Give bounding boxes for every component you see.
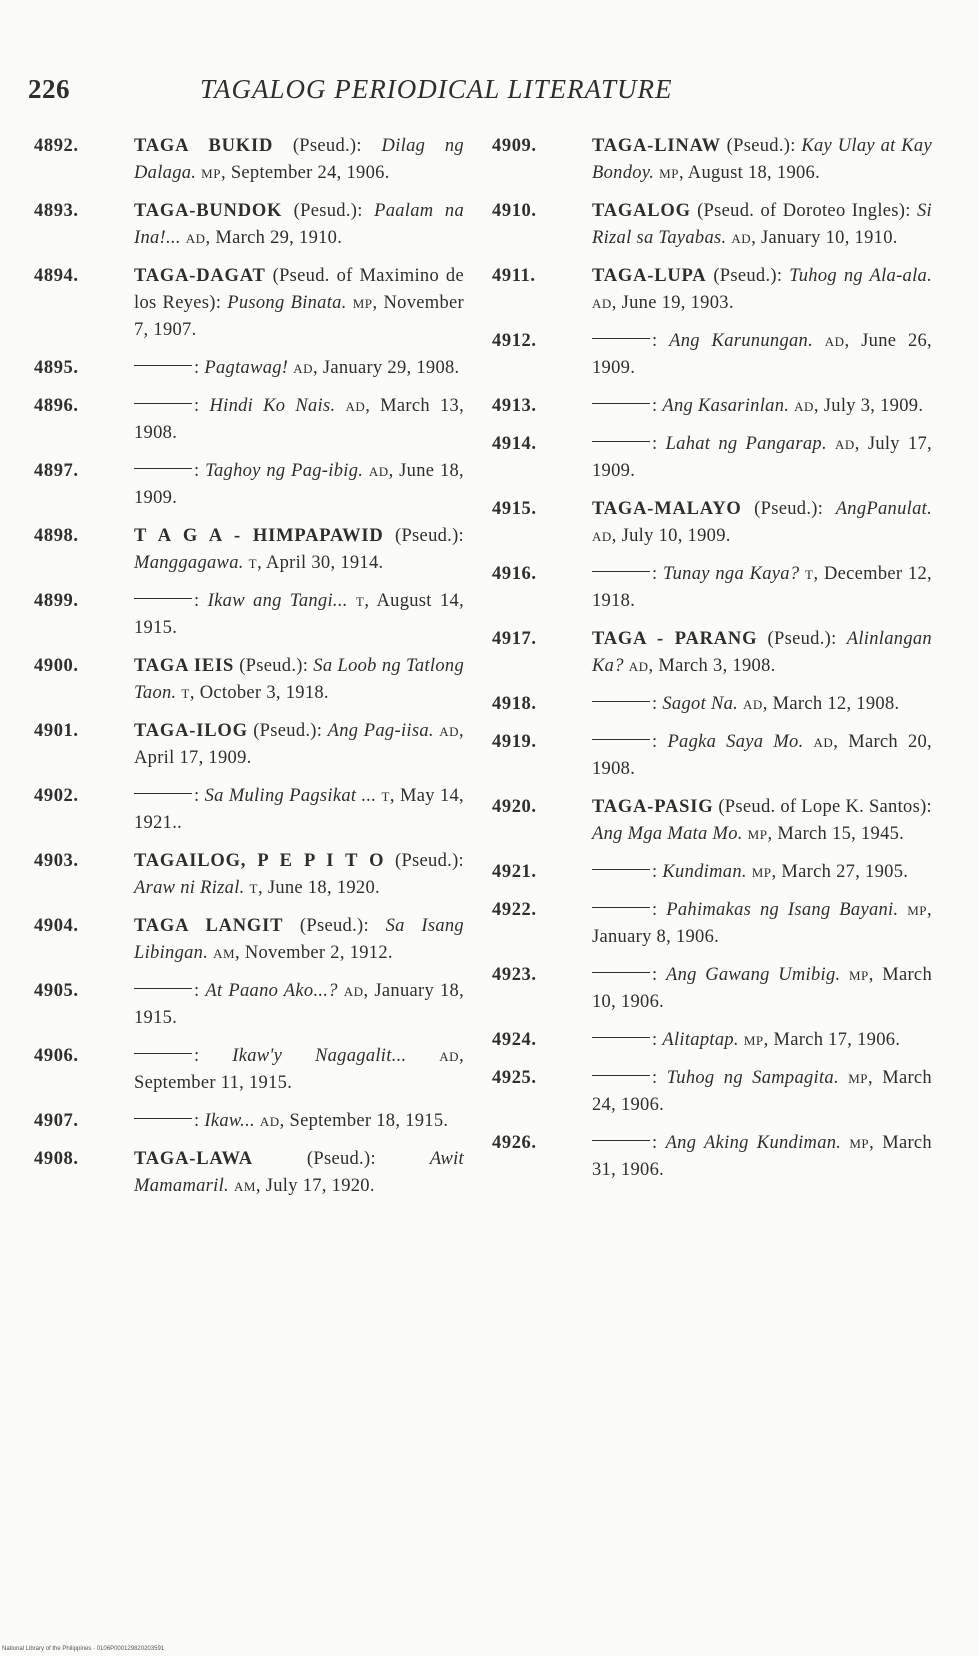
entry-title: Pagka Saya Mo. (667, 732, 804, 752)
entry-date: , November 7, 1907. (134, 293, 464, 340)
entry-source: AD (743, 697, 763, 712)
entry-title: Kundiman. (662, 862, 747, 882)
entry-author: TAGA-MALAYO (592, 499, 742, 519)
entry-number: 4909. (492, 136, 537, 156)
entry-note: : (652, 331, 670, 351)
ditto-dash (592, 739, 650, 740)
entry-note: : (194, 1111, 205, 1131)
entry-number: 4914. (492, 434, 537, 454)
entry-note: : (652, 862, 663, 882)
entry-number: 4919. (492, 732, 537, 752)
entry-note: (Pseud.): (757, 629, 847, 649)
entry-number: 4913. (492, 396, 537, 416)
entry-source: AD (794, 399, 814, 414)
entry-date: , January 8, 1906. (592, 900, 932, 947)
entry-number: 4912. (492, 331, 537, 351)
entry-number: 4903. (34, 851, 79, 871)
entry-source: AD (439, 1049, 460, 1064)
bibliography-entry (492, 794, 932, 848)
entry-source: AD (293, 361, 313, 376)
bibliography-entry (34, 133, 464, 187)
entry-author: TAGALOG (592, 201, 691, 221)
entry-date: , July 10, 1909. (611, 526, 731, 546)
entry-source: MP (751, 865, 772, 880)
entry-note: : (652, 1068, 667, 1088)
entry-date: , March 27, 1905. (771, 862, 909, 882)
bibliography-entry (492, 729, 932, 783)
bibliography-entry (34, 1146, 464, 1200)
entry-date: , April 30, 1914. (257, 553, 384, 573)
ditto-dash (134, 793, 192, 794)
bibliography-entry (34, 913, 464, 967)
entry-date: , August 14, 1915. (134, 591, 464, 638)
entry-number: 4906. (34, 1046, 79, 1066)
entry-title: Ang Mga Mata Mo. (592, 824, 743, 844)
entry-title: Alinlangan Ka? (592, 629, 932, 676)
entry-source: AD (835, 437, 855, 452)
entry-note: : (652, 732, 668, 752)
entry-title: Ang Kasarinlan. (662, 396, 790, 416)
entry-author: TAGA-BUNDOK (134, 201, 283, 221)
entry-title: Tunay nga Kaya? (663, 564, 800, 584)
bibliography-entry (34, 198, 464, 252)
bibliography-entry (34, 355, 464, 382)
ditto-dash (592, 338, 650, 339)
entry-source: AD (628, 659, 649, 674)
entry-title: Ang Pag-iisa. (327, 721, 434, 741)
ditto-dash (134, 403, 192, 404)
entry-source: MP (848, 968, 869, 983)
entry-title: Manggagawa. (134, 553, 244, 573)
bibliography-entry (492, 133, 932, 187)
entry-source: T (248, 556, 258, 571)
bibliography-entry (492, 691, 932, 718)
entry-number: 4915. (492, 499, 537, 519)
entry-note: : (652, 1133, 666, 1153)
entry-note: (Pesud.): (282, 201, 375, 221)
entry-note: (Pseud. of Lope K. Santos): (713, 797, 932, 817)
entry-number: 4893. (34, 201, 79, 221)
entry-number: 4895. (34, 358, 79, 378)
bibliography-entry (492, 1130, 932, 1184)
entry-source: MP (907, 903, 928, 918)
entry-number: 4925. (492, 1068, 537, 1088)
entry-author: TAGA IEIS (134, 656, 235, 676)
entry-title: Sa Isang Libingan. (134, 916, 464, 963)
bibliography-entry (34, 653, 464, 707)
entry-number: 4894. (34, 266, 79, 286)
entry-title: At Paano Ako...? (205, 981, 338, 1001)
bibliography-entry (34, 848, 464, 902)
entry-title: Dilag ng Dalaga. (134, 136, 464, 183)
bibliography-entry (34, 458, 464, 512)
entry-note: (Pseud.): (384, 851, 464, 871)
bibliography-entry (492, 859, 932, 886)
entry-note: : (652, 694, 663, 714)
ditto-dash (592, 907, 650, 908)
entry-date: , June 19, 1903. (611, 293, 734, 313)
entry-note: (Pseud.): (247, 721, 328, 741)
entry-source: AD (439, 724, 460, 739)
entry-source: AD (343, 984, 364, 999)
entry-date: , July 17, 1909. (592, 434, 932, 481)
entry-date: , May 14, 1921.. (134, 786, 464, 833)
entry-note: : (652, 396, 663, 416)
entry-source: AD (185, 231, 206, 246)
entry-number: 4902. (34, 786, 79, 806)
ditto-dash (592, 1037, 650, 1038)
entry-number: 4896. (34, 396, 79, 416)
entry-author: TAGA BUKID (134, 136, 274, 156)
right-column (492, 133, 932, 1195)
entry-date: , April 17, 1909. (134, 721, 464, 768)
entry-note: : (194, 358, 205, 378)
entry-note: : (652, 900, 667, 920)
entry-note: : (194, 591, 208, 611)
entry-title: Pusong Binata. (227, 293, 347, 313)
entry-title: Tuhog ng Ala-ala. (789, 266, 932, 286)
entry-source: MP (849, 1136, 870, 1151)
entry-date: , July 3, 1909. (813, 396, 924, 416)
entry-source: T (181, 686, 190, 701)
entry-note: : (194, 1046, 233, 1066)
ditto-dash (592, 701, 650, 702)
ditto-dash (592, 869, 650, 870)
entry-date: , October 3, 1918. (189, 683, 329, 703)
ditto-dash (134, 1053, 192, 1054)
entry-number: 4911. (492, 266, 536, 286)
entry-note: : (652, 564, 664, 584)
bibliography-entry (34, 523, 464, 577)
entry-number: 4892. (34, 136, 79, 156)
entry-title: Pahimakas ng Isang Bayani. (666, 900, 899, 920)
entry-title: Pagtawag! (204, 358, 289, 378)
entry-source: AD (592, 296, 612, 311)
entry-author: TAGA-DAGAT (134, 266, 266, 286)
ditto-dash (592, 972, 650, 973)
entry-date: , January 18, 1915. (134, 981, 464, 1028)
entry-source: AD (259, 1114, 280, 1129)
ditto-dash (592, 1075, 650, 1076)
entry-title: Hindi Ko Nais. (209, 396, 336, 416)
entry-date: , March 3, 1908. (648, 656, 776, 676)
entry-note: (Pseud.): (283, 916, 386, 936)
entry-date: , June 18, 1909. (134, 461, 464, 508)
bibliography-entry (34, 783, 464, 837)
entry-note: (Pseud. of Doroteo Ingles): (690, 201, 917, 221)
entry-title: Sa Muling Pagsikat ... (204, 786, 377, 806)
entry-number: 4924. (492, 1030, 537, 1050)
entry-title: Sa Loob ng Tatlong Taon. (134, 656, 464, 703)
entry-note: (Pseud.): (234, 656, 314, 676)
ditto-dash (134, 365, 192, 366)
entry-date: , January 29, 1908. (312, 358, 460, 378)
entry-note: : (194, 461, 206, 481)
page-number: 226 (28, 74, 70, 104)
entry-note: (Pseud.): (720, 136, 802, 156)
bibliography-entry (492, 431, 932, 485)
bibliography-entry (492, 561, 932, 615)
entry-number: 4904. (34, 916, 79, 936)
bibliography-entry (34, 1043, 464, 1097)
entry-title: Taghoy ng Pag-ibig. (205, 461, 364, 481)
entry-author: TAGA-LAWA (134, 1149, 253, 1169)
entry-author: TAGA LANGIT (134, 916, 284, 936)
entry-title: Kay Ulay at Kay Bondoy. (592, 136, 932, 183)
entry-number: 4905. (34, 981, 79, 1001)
bibliography-entry (34, 393, 464, 447)
ditto-dash (134, 1118, 192, 1119)
entry-number: 4916. (492, 564, 537, 584)
entry-title: AngPanulat. (835, 499, 932, 519)
entry-date: , December 12, 1918. (592, 564, 932, 611)
entry-note: (Pseud.): (252, 1149, 430, 1169)
entry-author: TAGA-PASIG (592, 797, 714, 817)
entry-source: T (249, 881, 258, 896)
bibliography-entry (492, 962, 932, 1016)
entry-source: AD (368, 464, 389, 479)
entry-number: 4901. (34, 721, 79, 741)
entry-note: : (194, 396, 210, 416)
entry-number: 4908. (34, 1149, 79, 1169)
entry-source: MP (659, 166, 679, 181)
entry-source: T (381, 789, 390, 804)
entry-source: MP (743, 1033, 764, 1048)
entry-number: 4917. (492, 629, 537, 649)
bibliography-entry (34, 718, 464, 772)
entry-note: (Pseud.): (273, 136, 382, 156)
bibliography-entry (492, 328, 932, 382)
entry-title: Ang Karunungan. (669, 331, 814, 351)
ditto-dash (592, 1140, 650, 1141)
entry-title: Alitaptap. (662, 1030, 739, 1050)
entry-source: MP (201, 166, 221, 181)
entry-note: : (652, 434, 666, 454)
entry-author: TAGA - PARANG (592, 629, 758, 649)
entry-source: AD (592, 529, 612, 544)
ditto-dash (134, 598, 192, 599)
entry-date: , June 18, 1920. (257, 878, 380, 898)
entry-note: (Pseud.): (741, 499, 836, 519)
entry-date: , March 13, 1908. (134, 396, 464, 443)
entry-date: , March 29, 1910. (205, 228, 343, 248)
entry-number: 4910. (492, 201, 537, 221)
entry-title: Lahat ng Pangarap. (665, 434, 827, 454)
entry-number: 4897. (34, 461, 79, 481)
entry-note: : (652, 1030, 663, 1050)
left-column (34, 133, 464, 1211)
bibliography-entry (34, 263, 464, 344)
entry-source: MP (848, 1071, 868, 1086)
entry-date: , March 24, 1906. (592, 1068, 932, 1115)
entry-date: , September 24, 1906. (220, 163, 390, 183)
bibliography-entry (492, 1027, 932, 1054)
entry-author: TAGA-LUPA (592, 266, 707, 286)
ditto-dash (592, 403, 650, 404)
entry-date: , September 11, 1915. (134, 1046, 464, 1093)
entry-date: , August 18, 1906. (678, 163, 821, 183)
entry-title: Tuhog ng Sampagita. (666, 1068, 839, 1088)
entry-source: AD (345, 399, 366, 414)
ditto-dash (592, 571, 650, 572)
entry-number: 4922. (492, 900, 537, 920)
bibliography-entry (492, 897, 932, 951)
entry-author: TAGA-ILOG (134, 721, 248, 741)
entry-title: Si Rizal sa Tayabas. (592, 201, 932, 248)
entry-number: 4920. (492, 797, 537, 817)
bibliography-entry (34, 978, 464, 1032)
entry-note: : (194, 786, 205, 806)
ditto-dash (134, 468, 192, 469)
ditto-dash (592, 441, 650, 442)
entry-number: 4899. (34, 591, 79, 611)
entry-note: (Pseud. of Maximino de los Reyes): (134, 266, 464, 313)
entry-title: Awit Mamamaril. (134, 1149, 464, 1196)
entry-note: (Pseud.): (706, 266, 790, 286)
entry-title: Ang Gawang Umibig. (665, 965, 841, 985)
entry-source: T (804, 567, 814, 582)
bibliography-entry (492, 198, 932, 252)
bibliography-entry (492, 393, 932, 420)
entry-date: , March 17, 1906. (763, 1030, 901, 1050)
entry-note: (Pseud.): (383, 526, 464, 546)
bibliography-entry (492, 1065, 932, 1119)
ditto-dash (134, 988, 192, 989)
page-header (28, 74, 788, 114)
entry-title: Ikaw... (204, 1111, 255, 1131)
bibliography-entry (34, 588, 464, 642)
entry-title: Ang Aking Kundiman. (665, 1133, 842, 1153)
entry-source: AM (213, 946, 236, 961)
entry-title: Paalam na Ina!... (134, 201, 464, 248)
entry-date: , June 26, 1909. (592, 331, 932, 378)
entry-date: , March 15, 1945. (767, 824, 905, 844)
entry-date: , November 2, 1912. (235, 943, 393, 963)
entry-date: , July 17, 1920. (255, 1176, 375, 1196)
entry-note: : (194, 981, 206, 1001)
entry-date: , January 10, 1910. (751, 228, 898, 248)
entry-title: Ikaw ang Tangi... (207, 591, 348, 611)
entry-number: 4923. (492, 965, 537, 985)
entry-author: TAGA-LINAW (592, 136, 721, 156)
entry-number: 4898. (34, 526, 79, 546)
entry-source: AD (813, 735, 834, 750)
entry-date: , March 12, 1908. (762, 694, 900, 714)
running-title: TAGALOG PERIODICAL LITERATURE (200, 74, 673, 104)
entry-number: 4918. (492, 694, 537, 714)
entry-number: 4926. (492, 1133, 537, 1153)
entry-source: AD (824, 334, 845, 349)
bibliography-entry (492, 626, 932, 680)
entry-source: MP (352, 296, 373, 311)
entry-note: : (652, 965, 666, 985)
bibliography-entry (492, 263, 932, 317)
entry-date: , September 18, 1915. (279, 1111, 449, 1131)
entry-title: Araw ni Rizal. (134, 878, 245, 898)
entry-source: AD (731, 231, 752, 246)
entry-title: Sagot Na. (662, 694, 739, 714)
entry-number: 4921. (492, 862, 537, 882)
entry-source: AM (233, 1179, 256, 1194)
footer-credit: National Library of the Philippines · 0106P000129820203591 (2, 1646, 165, 1652)
bibliography-entry (34, 1108, 464, 1135)
entry-date: , March 20, 1908. (592, 732, 932, 779)
entry-source: MP (747, 827, 768, 842)
entry-date: , March 10, 1906. (592, 965, 932, 1012)
entry-title: Ikaw'y Nagagalit... (232, 1046, 407, 1066)
entry-author: TAGAILOG, P E P I T O (134, 851, 385, 871)
bibliography-entry (492, 496, 932, 550)
entry-number: 4907. (34, 1111, 79, 1131)
entry-date: , March 31, 1906. (592, 1133, 932, 1180)
entry-number: 4900. (34, 656, 79, 676)
entry-author: T A G A - HIMPAPAWID (134, 526, 384, 546)
entry-source: T (355, 594, 365, 609)
